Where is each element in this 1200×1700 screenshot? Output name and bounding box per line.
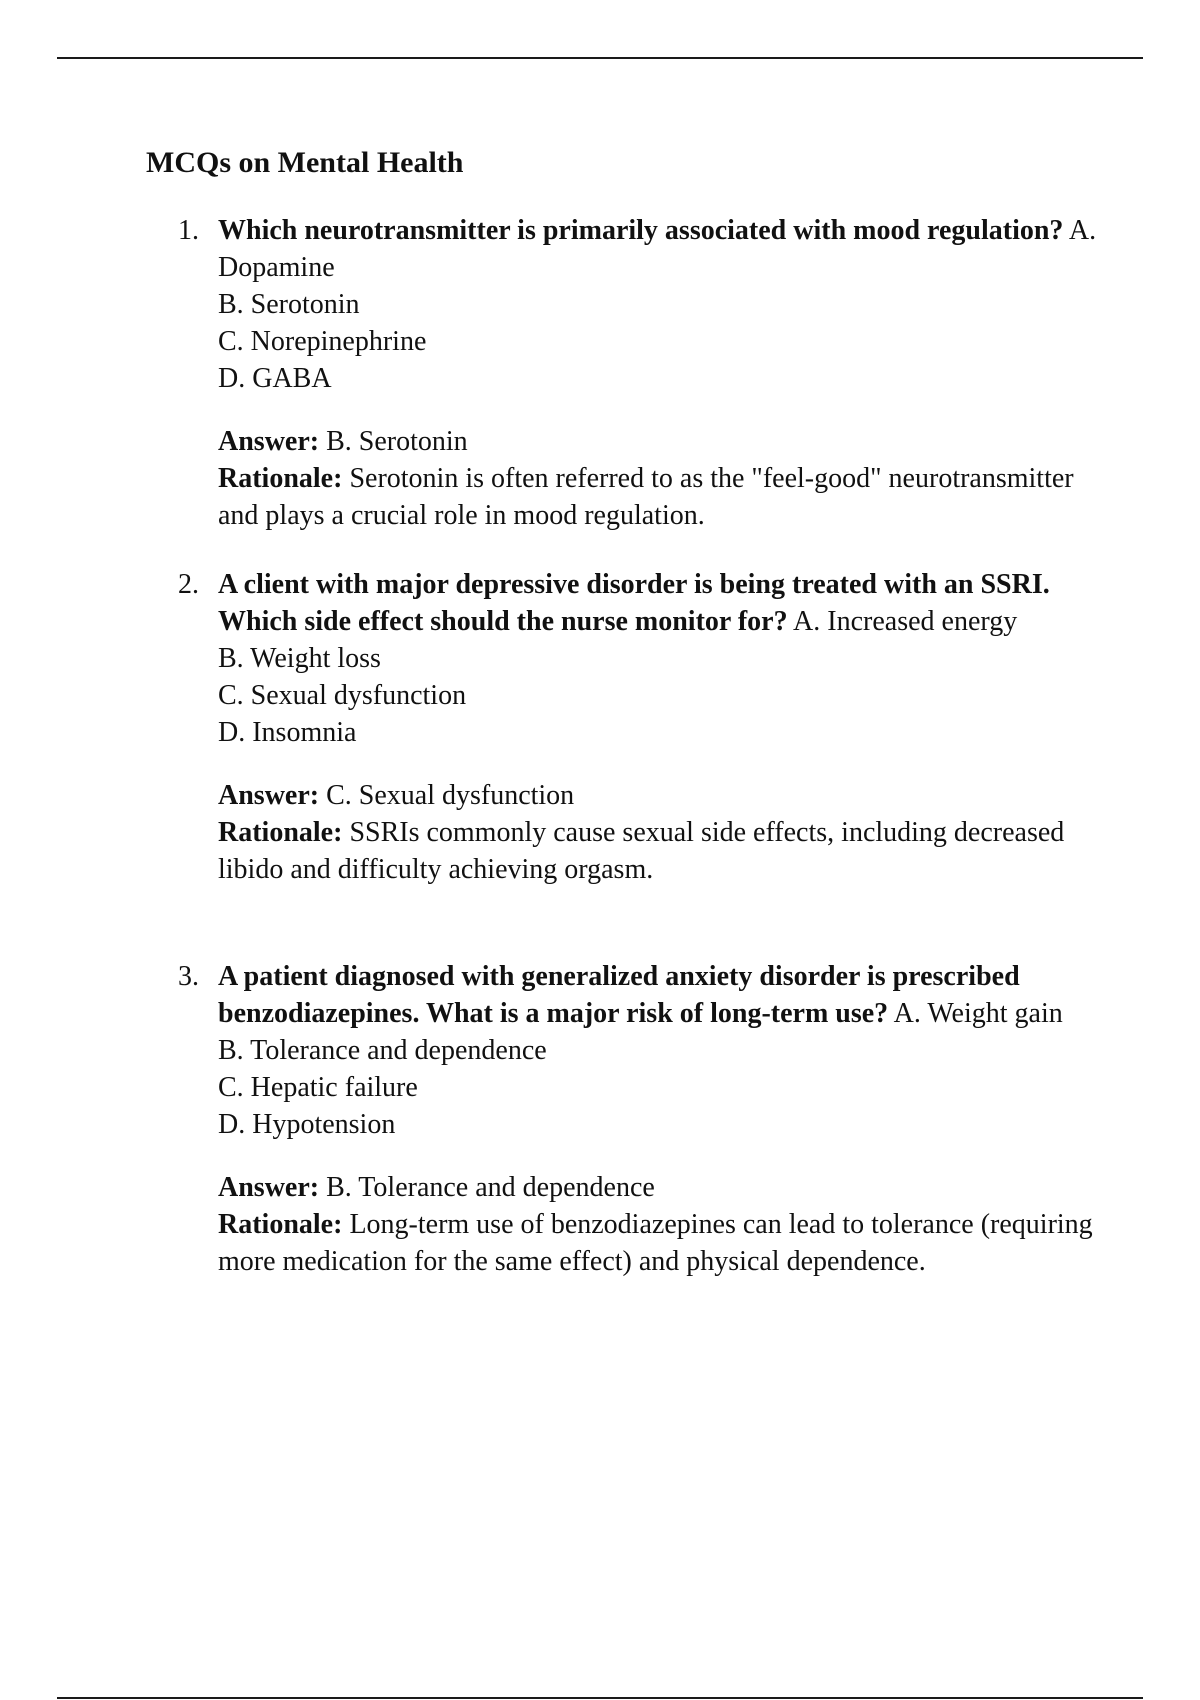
rationale-text: SSRIs commonly cause sexual side effects, including decreased libido and difficulty achieving orgasm. bbox=[218, 817, 1065, 885]
rationale-label: Rationale: bbox=[218, 463, 343, 494]
answer-block bbox=[218, 423, 1108, 534]
answer-label: Answer: bbox=[218, 780, 320, 811]
answer-line bbox=[218, 1169, 1108, 1206]
option-a: A. Weight gain bbox=[893, 998, 1063, 1029]
rationale-line bbox=[218, 1206, 1108, 1280]
question-2 bbox=[178, 566, 1108, 888]
answer-label: Answer: bbox=[218, 426, 320, 457]
answer-value: B. Serotonin bbox=[326, 426, 468, 457]
rationale-line bbox=[218, 814, 1108, 888]
rationale-text: Long-term use of benzodiazepines can lead to tolerance (requiring more medication for the same effect) and physical dependence. bbox=[218, 1209, 1093, 1277]
top-rule bbox=[57, 57, 1143, 59]
question-number: 3. bbox=[178, 961, 199, 992]
answer-value: C. Sexual dysfunction bbox=[326, 780, 575, 811]
option-c: C. Norepinephrine bbox=[218, 326, 427, 357]
option-d: D. GABA bbox=[218, 363, 332, 394]
answer-value: B. Tolerance and dependence bbox=[326, 1172, 655, 1203]
option-b: B. Tolerance and dependence bbox=[218, 1035, 547, 1066]
question-1 bbox=[178, 212, 1108, 534]
bottom-rule bbox=[57, 1697, 1143, 1699]
option-d: D. Hypotension bbox=[218, 1109, 396, 1140]
question-3 bbox=[178, 958, 1108, 1280]
answer-block bbox=[218, 777, 1108, 888]
answer-block bbox=[218, 1169, 1108, 1280]
page-title: MCQs on Mental Health bbox=[146, 146, 464, 179]
question-number: 2. bbox=[178, 569, 199, 600]
rationale-label: Rationale: bbox=[218, 1209, 343, 1240]
question-stem-block bbox=[218, 212, 1108, 286]
option-b: B. Serotonin bbox=[218, 289, 360, 320]
question-stem: Which neurotransmitter is primarily associated with mood regulation? bbox=[218, 215, 1064, 246]
option-c: C. Hepatic failure bbox=[218, 1072, 418, 1103]
option-c: C. Sexual dysfunction bbox=[218, 680, 467, 711]
rationale-line bbox=[218, 460, 1108, 534]
question-stem: A patient diagnosed with generalized anxiety disorder is prescribed benzodiazepines. What is a major risk of long-term use? bbox=[218, 961, 1020, 1029]
answer-label: Answer: bbox=[218, 1172, 320, 1203]
option-d: D. Insomnia bbox=[218, 717, 357, 748]
answer-line bbox=[218, 423, 1108, 460]
question-stem-block bbox=[218, 566, 1108, 640]
question-stem: A client with major depressive disorder is being treated with an SSRI. Which side effect should the nurse monitor for? bbox=[218, 569, 1050, 637]
question-number: 1. bbox=[178, 215, 199, 246]
rationale-label: Rationale: bbox=[218, 817, 343, 848]
option-a: A. Dopamine bbox=[218, 215, 1097, 283]
answer-line bbox=[218, 777, 1108, 814]
rationale-text: Serotonin is often referred to as the "feel-good" neurotransmitter and plays a crucial role in mood regulation. bbox=[218, 463, 1074, 531]
option-a: A. Increased energy bbox=[793, 606, 1018, 637]
question-stem-block bbox=[218, 958, 1108, 1032]
option-b: B. Weight loss bbox=[218, 643, 381, 674]
